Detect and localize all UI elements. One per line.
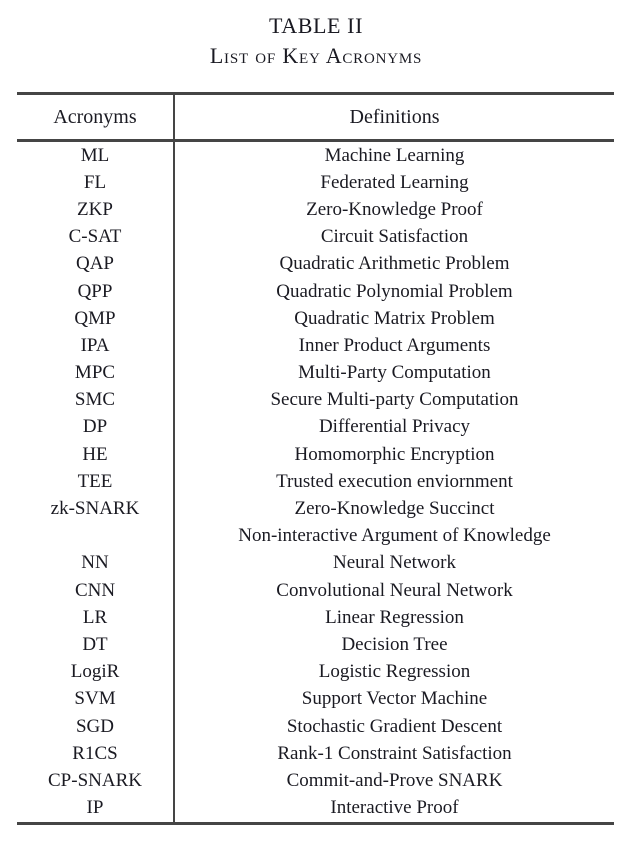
definition-cell: Secure Multi-party Computation (270, 389, 519, 411)
definition-cell: Non-interactive Argument of Knowledge (238, 525, 551, 547)
acronyms-column-header: Acronyms (17, 95, 175, 139)
table-row (17, 604, 614, 631)
acronym-cell: ZKP (17, 196, 175, 223)
definition-cell: Trusted execution enviornment (276, 470, 513, 492)
acronyms-table (17, 92, 614, 825)
table-row (17, 169, 614, 196)
table-row (17, 251, 614, 278)
definition-cell: Differential Privacy (318, 416, 471, 438)
definitions-column-header: Definitions (349, 105, 440, 128)
table-row (17, 305, 614, 332)
table-caption-title: List of Key Acronyms (209, 43, 423, 68)
acronym-cell: TEE (17, 468, 175, 495)
table-row (17, 631, 614, 658)
table-header-row (17, 95, 614, 142)
definition-cell: Quadratic Polynomial Problem (276, 280, 513, 302)
definition-cell: Linear Regression (325, 606, 464, 628)
table-row (17, 278, 614, 305)
table-row (17, 659, 614, 686)
definition-cell: Circuit Satisfaction (320, 226, 469, 248)
table-row (17, 224, 614, 251)
acronym-cell: QMP (17, 305, 175, 332)
definition-cell: Convolutional Neural Network (276, 579, 513, 601)
acronym-cell: IPA (17, 332, 175, 359)
table-row (17, 414, 614, 441)
definition-cell: Stochastic Gradient Descent (286, 715, 503, 737)
definition-cell: Zero-Knowledge Proof (306, 198, 483, 220)
definition-cell: Inner Product Arguments (298, 334, 491, 356)
table-row (17, 686, 614, 713)
acronym-cell: FL (17, 169, 175, 196)
table-row (17, 713, 614, 740)
definition-cell: Rank-1 Constraint Satisfaction (277, 742, 512, 764)
definition-cell: Neural Network (333, 552, 456, 574)
definition-cell: Decision Tree (341, 633, 448, 655)
definition-cell: Machine Learning (324, 144, 465, 166)
table-row (17, 523, 614, 550)
table-row (17, 495, 614, 522)
acronym-cell: SGD (17, 713, 175, 740)
table-caption (17, 13, 615, 69)
acronym-cell: DT (17, 631, 175, 658)
acronym-cell: DP (17, 414, 175, 441)
definition-cell: Logistic Regression (318, 661, 471, 683)
definition-cell: Zero-Knowledge Succinct (294, 498, 495, 520)
acronym-cell: CNN (17, 577, 175, 604)
table-row (17, 468, 614, 495)
definition-cell: Homomorphic Encryption (294, 443, 495, 465)
definition-cell: Commit-and-Prove SNARK (286, 769, 503, 791)
table-row (17, 142, 614, 169)
definition-cell: Multi-Party Computation (298, 362, 491, 384)
definition-cell: Support Vector Machine (301, 688, 488, 710)
definition-cell: Quadratic Arithmetic Problem (279, 253, 510, 275)
table-row (17, 550, 614, 577)
table-caption-number: TABLE II (268, 13, 364, 38)
acronym-cell: LR (17, 604, 175, 631)
acronym-cell: ML (17, 142, 175, 169)
acronym-cell: SMC (17, 387, 175, 414)
acronym-cell: QPP (17, 278, 175, 305)
table-row (17, 387, 614, 414)
acronym-cell: zk-SNARK (17, 495, 175, 522)
definition-cell: Quadratic Matrix Problem (294, 307, 495, 329)
acronym-cell (17, 523, 175, 550)
acronym-cell: SVM (17, 686, 175, 713)
table-row (17, 441, 614, 468)
table-row (17, 740, 614, 767)
acronym-cell: MPC (17, 360, 175, 387)
definition-cell: Federated Learning (320, 171, 469, 193)
table-row (17, 767, 614, 794)
table-row (17, 795, 614, 822)
table-row (17, 196, 614, 223)
acronym-cell: C-SAT (17, 224, 175, 251)
acronym-cell: IP (17, 795, 175, 822)
table-row (17, 577, 614, 604)
table-row (17, 360, 614, 387)
acronym-cell: QAP (17, 251, 175, 278)
definition-cell: Interactive Proof (330, 797, 459, 819)
acronym-cell: HE (17, 441, 175, 468)
acronym-cell: NN (17, 550, 175, 577)
acronym-cell: R1CS (17, 740, 175, 767)
table-body (17, 142, 614, 822)
acronym-cell: CP-SNARK (17, 767, 175, 794)
acronym-cell: LogiR (17, 659, 175, 686)
table-row (17, 332, 614, 359)
